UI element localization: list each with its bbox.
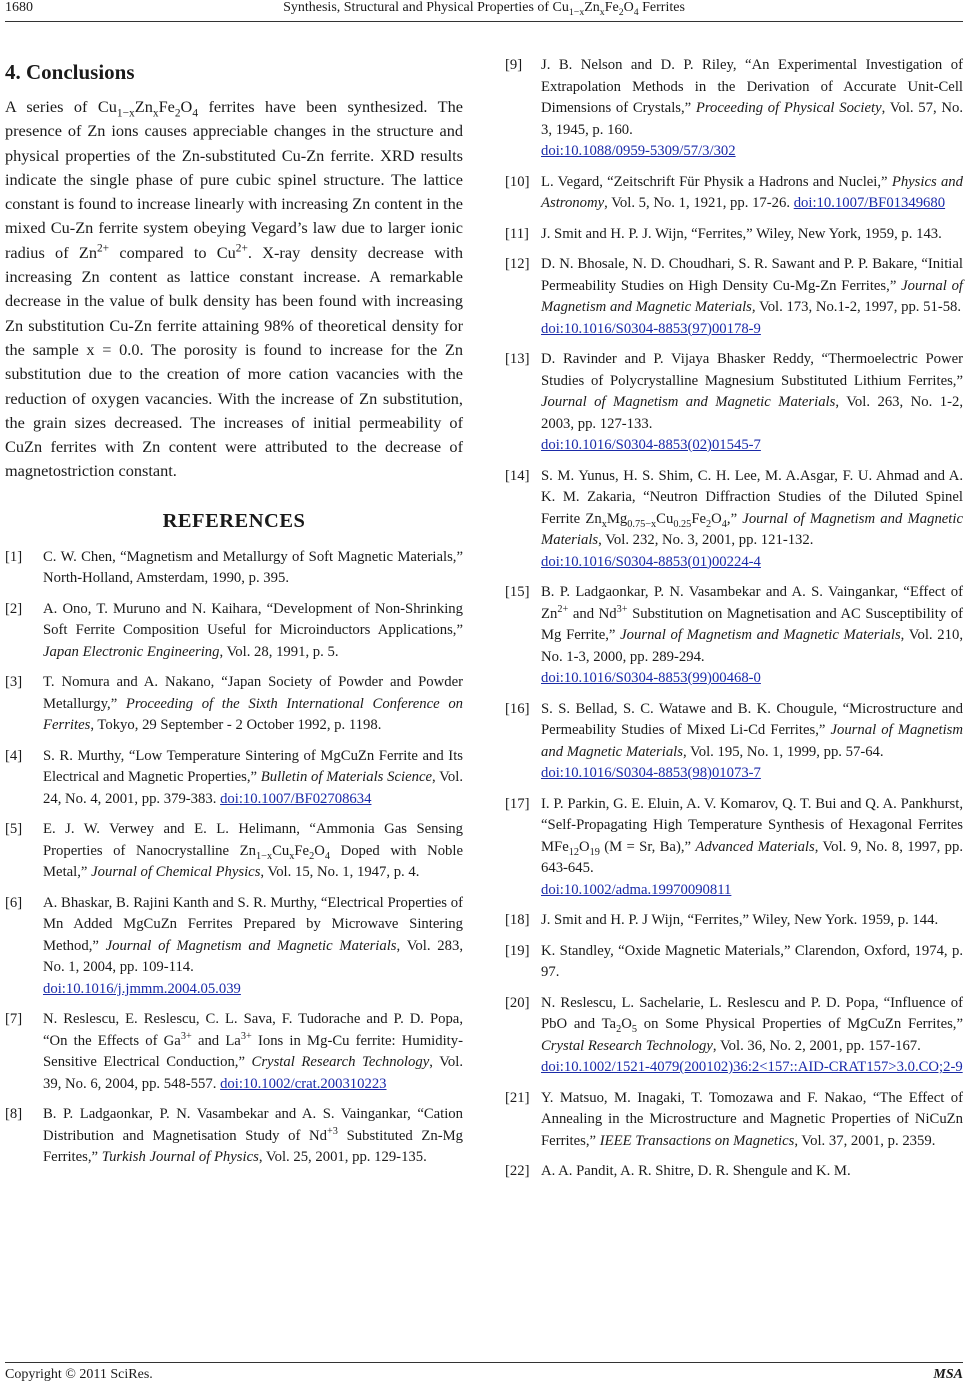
reference-item: [10] L. Vegard, “Zeitschrift Für Physik a Hadrons and Nuclei,” Physics and Astronomy, Vol. 5, No. 1, 1921, pp. 17-26. doi:10.1007/BF01349680 <box>505 173 963 211</box>
reference-item: [22] A. A. Pandit, A. R. Shitre, D. R. Shengule and K. M. <box>505 1163 851 1179</box>
reference-item: [9] J. B. Nelson and D. P. Riley, “An Experimental Investigation of Extrapolation Methods in the Derivation of Accurate Unit-Cell Dimensions of Crystals,” Proceeding of Physical Society, Vol. 57, No. 3, 1945, p. 160. doi:10.1088/0959-5309/57/3/302 <box>505 57 963 159</box>
reference-item: [1] C. W. Chen, “Magnetism and Metallurgy of Soft Magnetic Materials,” North-Holland, Amsterdam, 1990, p. 395. <box>5 548 463 587</box>
copyright: Copyright © 2011 SciRes. <box>5 1367 153 1382</box>
conclusion-paragraph: A series of $Cu_{1-x}Zn_xFe_2O_4$ ferrites have been synthesized. The presence of Zn ions causes appreciable changes in the structure and physical properties of the Zn-substituted Cu-Zn ferrite. XRD results indicate the single phase of pure cubic spinel structure. The lattice constant is found to increase linearly with increasing Zn content in the mixed Cu-Zn ferrite system obeying Vegard’s law due to larger ionic radius of $Zn^{2+}$ compared to $Cu^{2+}$. X-ray density decrease with increasing Zn content as lattice constant increase. A remarkable decrease in the value of bulk density has been found with increasing Zn substitution Cu-Zn ferrite attaining 98% of theoretical density for the sample x = 0.0. The porosity is found to increase for the Zn substitution due to the creation of more cation vacancies with the reduction of oxygen vacancies. With the increase of Zn substitution, the grain sizes decreased. The increases of initial permeability of CuZn ferrites with Zn content were attributed to the decrease of magnetostriction constant. <box>5 97 464 481</box>
reference-item: [14] S. M. Yunus, H. S. Shim, C. H. Lee, M. A.Asgar, F. U. Ahmad and A. K. M. Zakaria, “Neutron Diffraction Studies of the Diluted Spinel Ferrite $Zn_xMg_{0.75-x}Cu_{0.25}Fe_2O_4$,” Journal of Magnetism and Magnetic Materials, Vol. 232, No. 3, 2001, pp. 121-132. doi:10.1016/S0304-8853(01)00224-4 <box>505 467 963 570</box>
page-header <box>0 0 968 22</box>
reference-item: [19] K. Standley, “Oxide Magnetic Materials,” Clarendon, Oxford, 1974, p. 97. <box>505 942 963 980</box>
doi-link[interactable]: doi:10.1088/0959-5309/57/3/302 <box>541 143 736 159</box>
reference-item: [15] B. P. Ladgaonkar, P. N. Vasambekar and A. S. Vaingankar, “Effect of $Zn^{2+}$ and $Nd^{3+}$ Substitution on Magnetisation and AC Susceptibility of Mg Ferrite,” Journal of Magnetism and Magnetic Materials, Vol. 210, No. 1-3, 2000, pp. 289-294. doi:10.1016/S0304-8853(99)00468-0 <box>505 584 963 686</box>
doi-link[interactable]: doi:10.1016/S0304-8853(99)00468-0 <box>541 670 761 686</box>
reference-item: [4] S. R. Murthy, “Low Temperature Sintering of MgCuZn Ferrite and Its Electrical and Magnetic Properties,” Bulletin of Materials Science, Vol. 24, No. 4, 2001, pp. 379-383. doi:10.1007/BF02708634 <box>5 747 463 807</box>
reference-item: [5] E. J. W. Verwey and E. L. Helimann, “Ammonia Gas Sensing Properties of Nanocrystalline $Zn_{1-x}Cu_xFe_2O_4$ Doped with Noble Metal,” Journal of Chemical Physics, Vol. 15, No. 1, 1947, p. 4. <box>5 821 463 881</box>
reference-item: [16] S. S. Bellad, S. C. Watawe and B. K. Chougule, “Microstructure and Permeability Studies of Mixed Li-Cd Ferrites,” Journal of Magnetism and Magnetic Materials, Vol. 195, No. 1, 1999, pp. 57-64. doi:10.1016/S0304-8853(98)01073-7 <box>505 700 963 781</box>
reference-item: [12] D. N. Bhosale, N. D. Choudhari, S. R. Sawant and P. P. Bakare, “Initial Permeability Studies on High Density Cu-Mg-Zn Ferrites,” Journal of Magnetism and Magnetic Materials, Vol. 173, No.1-2, 1997, pp. 51-58. doi:10.1016/S0304-8853(97)00178-9 <box>505 256 963 337</box>
doi-link[interactable]: doi:10.1002/crat.200310223 <box>220 1075 387 1092</box>
doi-link[interactable]: doi:10.1007/BF01349680 <box>793 195 946 211</box>
doi-link[interactable]: doi:10.1007/BF02708634 <box>220 790 372 807</box>
reference-item: [7] N. Reslescu, E. Reslescu, C. L. Sava, F. Tudorache and P. D. Popa, “On the Effects of $Ga^{3+}$ and $La^{3+}$ Ions in Mg-Cu ferrite: Humidity-Sensitive Electrical Conduction,” Crystal Research Technology, Vol. 39, No. 6, 2004, pp. 548-557. doi:10.1002/crat.200310223 <box>5 1011 464 1092</box>
doi-link[interactable]: doi:10.1002/adma.19970090811 <box>541 881 732 898</box>
right-column <box>505 55 963 1192</box>
doi-link[interactable]: doi:10.1016/S0304-8853(97)00178-9 <box>541 320 761 337</box>
reference-item: [2] A. Ono, T. Muruno and N. Kaihara, “Development of Non-Shrinking Soft Ferrite Composition Useful for Microinductors Applications,” Japan Electronic Engineering, Vol. 28, 1991, p. 5. <box>5 600 463 660</box>
doi-link[interactable]: doi:10.1016/j.jmmm.2004.05.039 <box>43 980 241 997</box>
doi-link[interactable]: doi:10.1002/1521-4079(200102)36:2<157::AID-CRAT157>3.0.CO;2-9 <box>541 1059 963 1075</box>
reference-item: [18] J. Smit and H. P. J Wijn, “Ferrites,” Wiley, New York. 1959, p. 144. <box>505 912 939 928</box>
journal-abbrev: MSA <box>933 1367 963 1382</box>
reference-item: [3] T. Nomura and A. Nakano, “Japan Society of Powder and Powder Metallurgy,” Proceeding of the Sixth International Conference on Ferrites, Tokyo, 29 September - 2 October 1992, p. 1198. <box>5 674 464 734</box>
reference-item: [17] I. P. Parkin, G. E. Eluin, A. V. Komarov, Q. T. Bui and Q. A. Pankhurst, “Self-Propagating High Temperature Synthesis of Hexagonal Ferrites $MFe_{12}O_{19}$ (M = Sr, Ba),” Advanced Materials, Vol. 9, No. 8, 1997, pp. 643-645. doi:10.1002/adma.19970090811 <box>505 795 963 898</box>
section-title: 4. Conclusions <box>5 60 135 84</box>
reference-item: [13] D. Ravinder and P. Vijaya Bhasker Reddy, “Thermoelectric Power Studies of Polycrystalline Magnesium Substituted Lithium Ferrites,” Journal of Magnetism and Magnetic Materials, Vol. 263, No. 1-2, 2003, pp. 127-133. doi:10.1016/S0304-8853(02)01545-7 <box>505 351 964 453</box>
header-rule <box>5 21 963 22</box>
reference-item: [6] A. Bhaskar, B. Rajini Kanth and S. R. Murthy, “Electrical Properties of Mn Added MgCuZn Ferrites Prepared by Microwave Sintering Method,” Journal of Magnetism and Magnetic Materials, Vol. 283, No. 1, 2004, pp. 109-114. doi:10.1016/j.jmmm.2004.05.039 <box>5 894 463 997</box>
left-column <box>5 52 463 1178</box>
doi-link[interactable]: doi:10.1016/S0304-8853(02)01545-7 <box>541 437 761 453</box>
reference-item: [8] B. P. Ladgaonkar, P. N. Vasambekar and A. S. Vaingankar, “Cation Distribution and Magnetisation Study of $Nd^{+3}$ Substituted Zn-Mg Ferrites,” Turkish Journal of Physics, Vol. 25, 2001, pp. 129-135. <box>5 1106 463 1166</box>
reference-item: [20] N. Reslescu, L. Sachelarie, L. Reslescu and P. D. Popa, “Influence of PbO and $Ta_2O_5$ on Some Physical Properties of MgCuZn Ferrites,” Crystal Research Technology, Vol. 36, No. 2, 2001, pp. 157-167. doi:10.1002/1521-4079(200102)36:2<157::AID-CRAT157>3.0.CO;2-9 <box>505 994 963 1075</box>
reference-item: [21] Y. Matsuo, M. Inagaki, T. Tomozawa and F. Nakao, “The Effect of Annealing in the Microstructure and Magnetic Properties of NiCuZn Ferrites,” IEEE Transactions on Magnetics, Vol. 37, 2001, p. 2359. <box>505 1089 963 1149</box>
doi-link[interactable]: doi:10.1016/S0304-8853(98)01073-7 <box>541 765 761 781</box>
reference-item: [11] J. Smit and H. P. J. Wijn, “Ferrites,” Wiley, New York, 1959, p. 143. <box>505 225 942 242</box>
references-heading: REFERENCES <box>162 509 306 532</box>
running-title: Synthesis, Structural and Physical Properties of $Cu_{1-x}Zn_xFe_2O_4$ Ferrites <box>283 0 685 18</box>
page-number: 1680 <box>5 0 33 15</box>
doi-link[interactable]: doi:10.1016/S0304-8853(01)00224-4 <box>541 553 761 570</box>
footer-rule <box>5 1362 963 1363</box>
